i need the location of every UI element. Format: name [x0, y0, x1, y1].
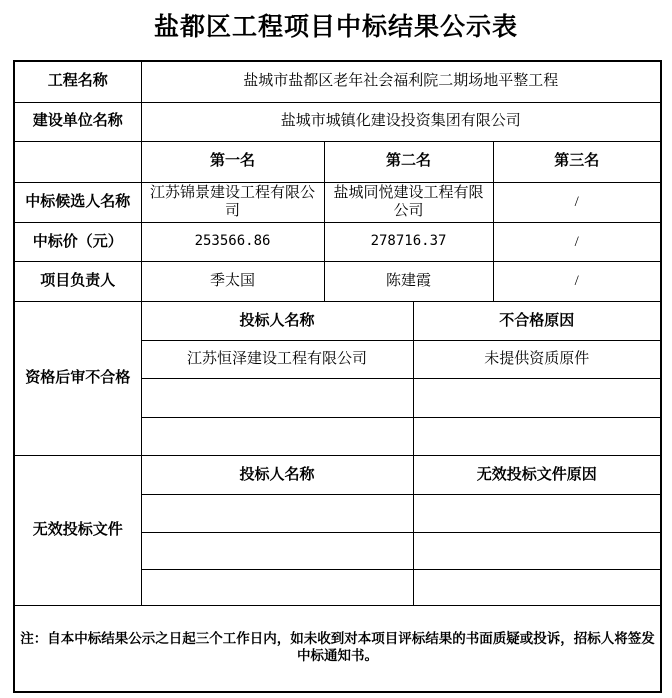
candidate-second-value: 盐城同悦建设工程有限公司 — [324, 182, 493, 223]
manager-label: 项目负责人 — [14, 262, 141, 302]
table-row — [14, 606, 661, 692]
price-third-value: / — [493, 223, 661, 262]
qualification-bidder-value: 江苏恒泽建设工程有限公司 — [141, 341, 413, 379]
invalid-reason-empty-cell — [413, 495, 661, 533]
owner-name-label: 建设单位名称 — [14, 102, 141, 141]
rank-header-spacer-cell — [14, 141, 141, 182]
manager-third-value: / — [493, 262, 661, 302]
manager-first-value: 季太国 — [141, 262, 324, 302]
table-row — [14, 302, 661, 341]
owner-name-value: 盐城市城镇化建设投资集团有限公司 — [141, 102, 661, 141]
candidate-label: 中标候选人名称 — [14, 182, 141, 223]
project-name-label: 工程名称 — [14, 61, 141, 102]
table-row — [14, 262, 661, 302]
candidate-first-value: 江苏锦景建设工程有限公司 — [141, 182, 324, 223]
qualification-section-label: 资格后审不合格 — [14, 302, 141, 456]
bid-result-table — [13, 60, 662, 693]
invalid-reason-empty-cell — [413, 533, 661, 570]
price-label: 中标价（元） — [14, 223, 141, 262]
invalid-section-label: 无效投标文件 — [14, 456, 141, 606]
qualification-bidder-empty-cell — [141, 379, 413, 418]
rank-header-first: 第一名 — [141, 141, 324, 182]
footnote-text: 注：自本中标结果公示之日起三个工作日内，如未收到对本项目评标结果的书面质疑或投诉，招标人将签发中标通知书。 — [14, 606, 661, 692]
invalid-bidder-empty-cell — [141, 570, 413, 606]
table-row — [14, 456, 661, 495]
page-title: 盐都区工程项目中标结果公示表 — [153, 14, 518, 41]
manager-second-value: 陈建霞 — [324, 262, 493, 302]
qualification-reason-empty-cell — [413, 379, 661, 418]
price-second-value: 278716.37 — [324, 223, 493, 262]
invalid-reason-empty-cell — [413, 570, 661, 606]
qualification-bidder-header: 投标人名称 — [141, 302, 413, 341]
qualification-reason-header: 不合格原因 — [413, 302, 661, 341]
rank-header-third: 第三名 — [493, 141, 661, 182]
table-row — [14, 141, 661, 182]
invalid-bidder-empty-cell — [141, 495, 413, 533]
project-name-value: 盐城市盐都区老年社会福利院二期场地平整工程 — [141, 61, 661, 102]
qualification-reason-empty-cell — [413, 418, 661, 456]
invalid-reason-header: 无效投标文件原因 — [413, 456, 661, 495]
qualification-reason-value: 未提供资质原件 — [413, 341, 661, 379]
candidate-third-value: / — [493, 182, 661, 223]
table-row — [14, 223, 661, 262]
table-row — [14, 182, 661, 223]
table-row — [14, 61, 661, 102]
qualification-bidder-empty-cell — [141, 418, 413, 456]
invalid-bidder-empty-cell — [141, 533, 413, 570]
rank-header-second: 第二名 — [324, 141, 493, 182]
price-first-value: 253566.86 — [141, 223, 324, 262]
invalid-bidder-header: 投标人名称 — [141, 456, 413, 495]
table-row — [14, 102, 661, 141]
